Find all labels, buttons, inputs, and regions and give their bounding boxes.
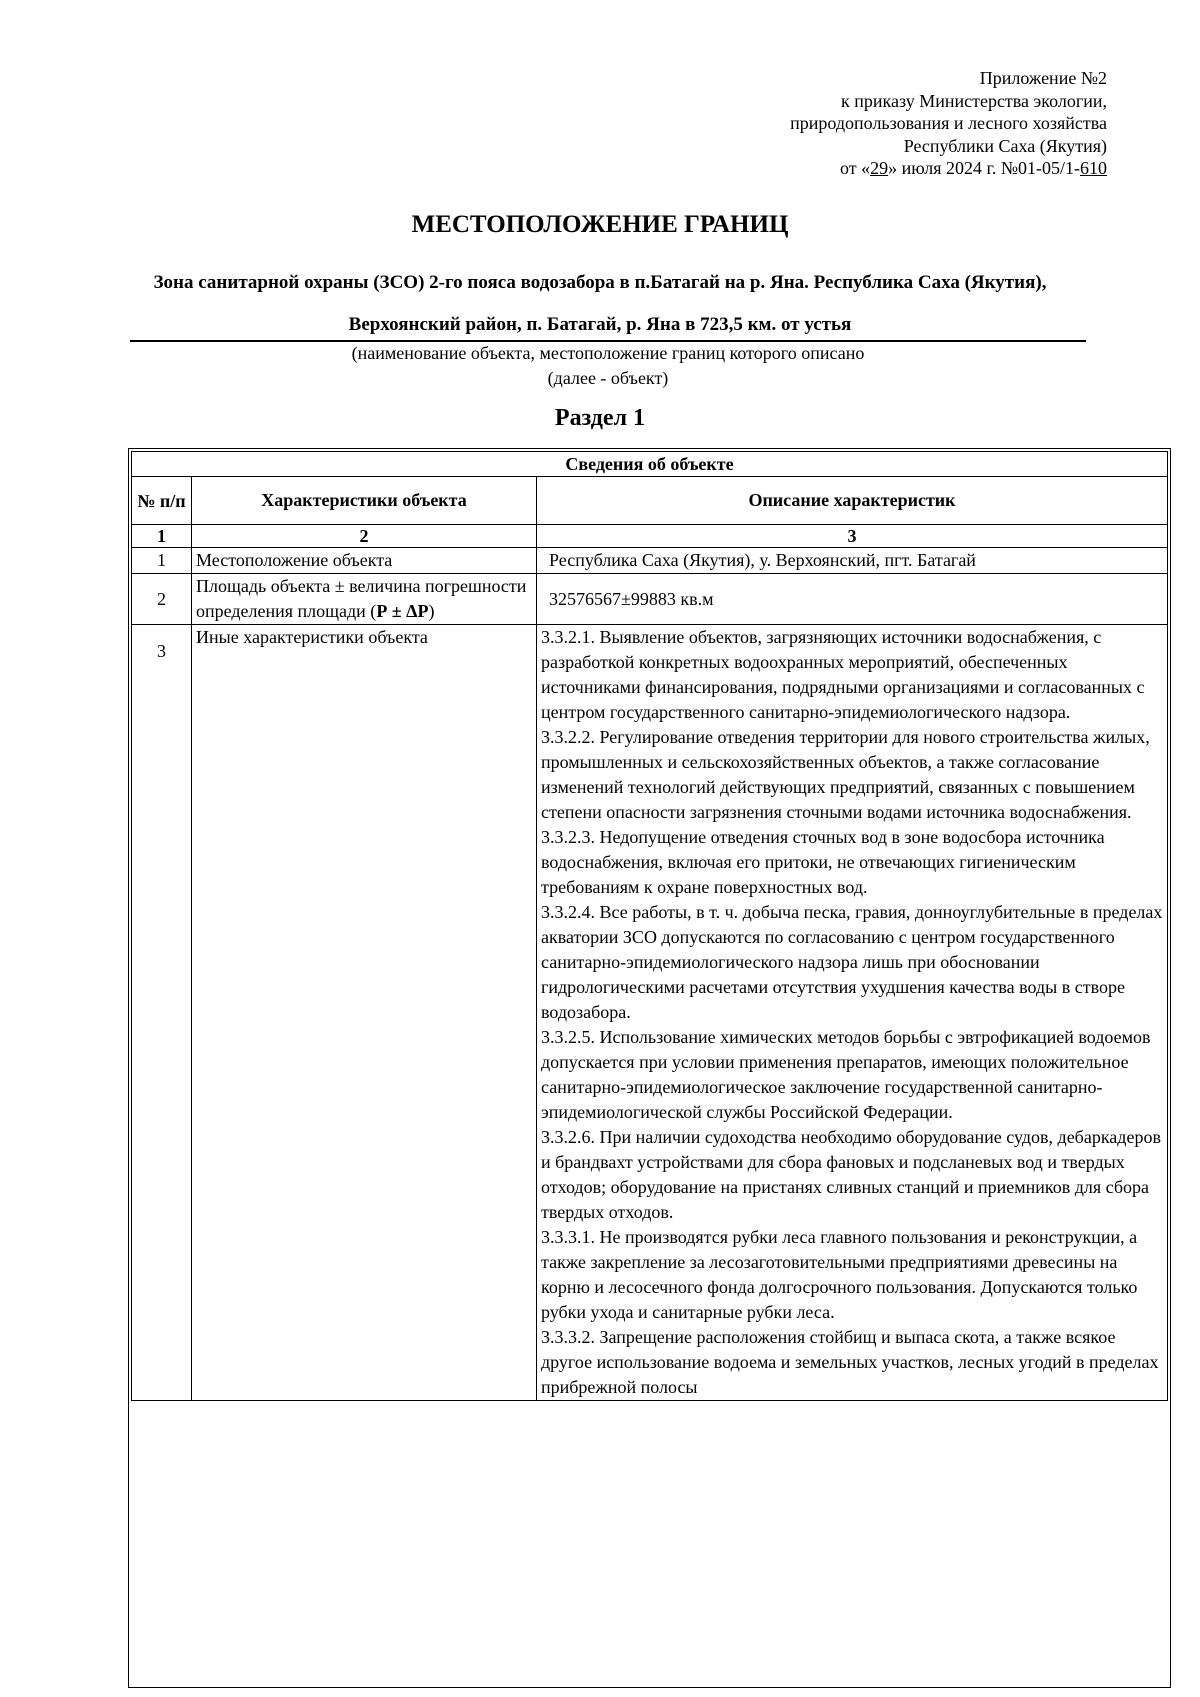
document-title: МЕСТОПОЛОЖЕНИЕ ГРАНИЦ: [411, 211, 789, 238]
requirement-paragraph: 3.3.2.5. Использование химических методов борьбы с эвтрофикацией водоемов допускается при условии применения препаратов, имеющих положительное санитарно-эпидемиологическое заключение государственной санитарно-эпидемиологической службы Российской Федерации.: [541, 1027, 1151, 1122]
appendix-line: природопользования и лесного хозяйства: [790, 113, 1107, 133]
requirement-paragraph: 3.3.2.6. При наличии судоходства необходимо оборудование судов, дебаркадеров и брандвахт устройствами для сбора фановых и подсланевых вод и твердых отходов; оборудование на пристанях сливных станций и приемников для сбора твердых отходов.: [541, 1127, 1161, 1222]
appendix-line: к приказу Министерства экологии,: [840, 90, 1107, 111]
object-name-line: Верхоянский район, п. Батагай, р. Яна в 723,5 км. от устья: [348, 314, 852, 335]
object-info-table-frame: [128, 448, 1171, 1688]
row-characteristic: [192, 574, 537, 625]
object-info-table: [131, 451, 1168, 1401]
table-row: [132, 574, 1168, 625]
caption-line: (наименование объекта, местоположение границ которого описано: [351, 343, 865, 363]
requirement-paragraph: 3.3.2.2. Регулирование отведения территории для нового строительства жилых, промышленных и сельскохозяйственных объектов, а также согласование изменений технологий действующих предприятий, связанных с повышением степени опасности загрязнения сточными водами источника водоснабжения.: [541, 727, 1150, 822]
requirement-paragraph: 3.3.2.1. Выявление объектов, загрязняющих источники водоснабжения, с разработкой конкретных водоохранных мероприятий, обеспеченных источниками финансирования, подрядными организациями и согласованных с центром государственного санитарно-эпидемиологического надзора.: [541, 627, 1145, 722]
column-number: 2: [192, 525, 537, 548]
row-description: Республика Саха (Якутия), у. Верхоянский, пгт. Батагай: [537, 548, 1168, 574]
table-caption: Сведения об объекте: [132, 452, 1168, 477]
row-number: 1: [132, 548, 192, 574]
area-label-end: ): [428, 601, 435, 621]
caption-line: (далее - объект): [547, 368, 669, 388]
order-number: 610: [1080, 158, 1107, 178]
order-middle: » июля 2024 г. №01-05/1-: [888, 158, 1080, 178]
requirement-paragraph: 3.3.2.3. Недопущение отведения сточных вод в зоне водосбора источника водоснабжения, включая его притоки, не отвечающих гигиеническим требованиям к охране поверхностных вод.: [541, 827, 1105, 897]
requirement-paragraph: 3.3.3.1. Не производятся рубки леса главного пользования и реконструкции, а также закрепление за лесозаготовительными предприятиями древесины на корню и лесосечного фонда долгосрочного пользования. Допускаются только рубки ухода и санитарные рубки леса.: [541, 1227, 1138, 1322]
order-prefix: от «: [839, 158, 871, 178]
object-name-line: Зона санитарной охраны (ЗСО) 2-го пояса водозабора в п.Батагай на р. Яна. Республика Саха (Якутия),: [153, 272, 1047, 293]
row-description: [537, 625, 1168, 1401]
appendix-header: [790, 67, 1107, 180]
area-formula: Р ± ΔР: [376, 601, 429, 621]
area-label: Площадь объекта ± величина погрешности определения площади (: [196, 576, 527, 621]
column-number: 1: [132, 525, 192, 548]
object-name: [120, 262, 1080, 346]
object-caption: [130, 341, 1086, 391]
requirement-paragraph: 3.3.2.4. Все работы, в т. ч. добыча песка, гравия, донноуглубительные в пределах акватории ЗСО допускаются по согласованию с центром государственного санитарно-эпидемиологического надзора лишь при обосновании гидрологическими расчетами отсутствия ухудшения качества воды в створе водозабора.: [541, 902, 1163, 1022]
column-number: 3: [537, 525, 1168, 548]
row-number: 3: [132, 625, 192, 1401]
appendix-line: Приложение №2: [979, 68, 1107, 88]
requirement-paragraph: 3.3.3.2. Запрещение расположения стойбищ и выпаса скота, а также всякое другое использование водоема и земельных участков, лесных угодий в пределах прибрежной полосы: [541, 1327, 1159, 1397]
appendix-line: Республики Саха (Якутия): [903, 135, 1107, 156]
order-day: 29: [870, 158, 889, 178]
table-row: [132, 625, 1168, 1401]
header-number: № п/п: [132, 477, 192, 525]
row-number: 2: [132, 574, 192, 625]
header-description: Описание характеристик: [537, 477, 1168, 525]
row-characteristic: Местоположение объекта: [192, 548, 537, 574]
row-description: 32576567±99883 кв.м: [537, 574, 1168, 625]
appendix-order-line: [790, 157, 1107, 180]
table-row: [132, 548, 1168, 574]
section-heading: Раздел 1: [554, 405, 646, 431]
header-characteristic: Характеристики объекта: [192, 477, 537, 525]
row-characteristic: Иные характеристики объекта: [192, 625, 537, 1401]
